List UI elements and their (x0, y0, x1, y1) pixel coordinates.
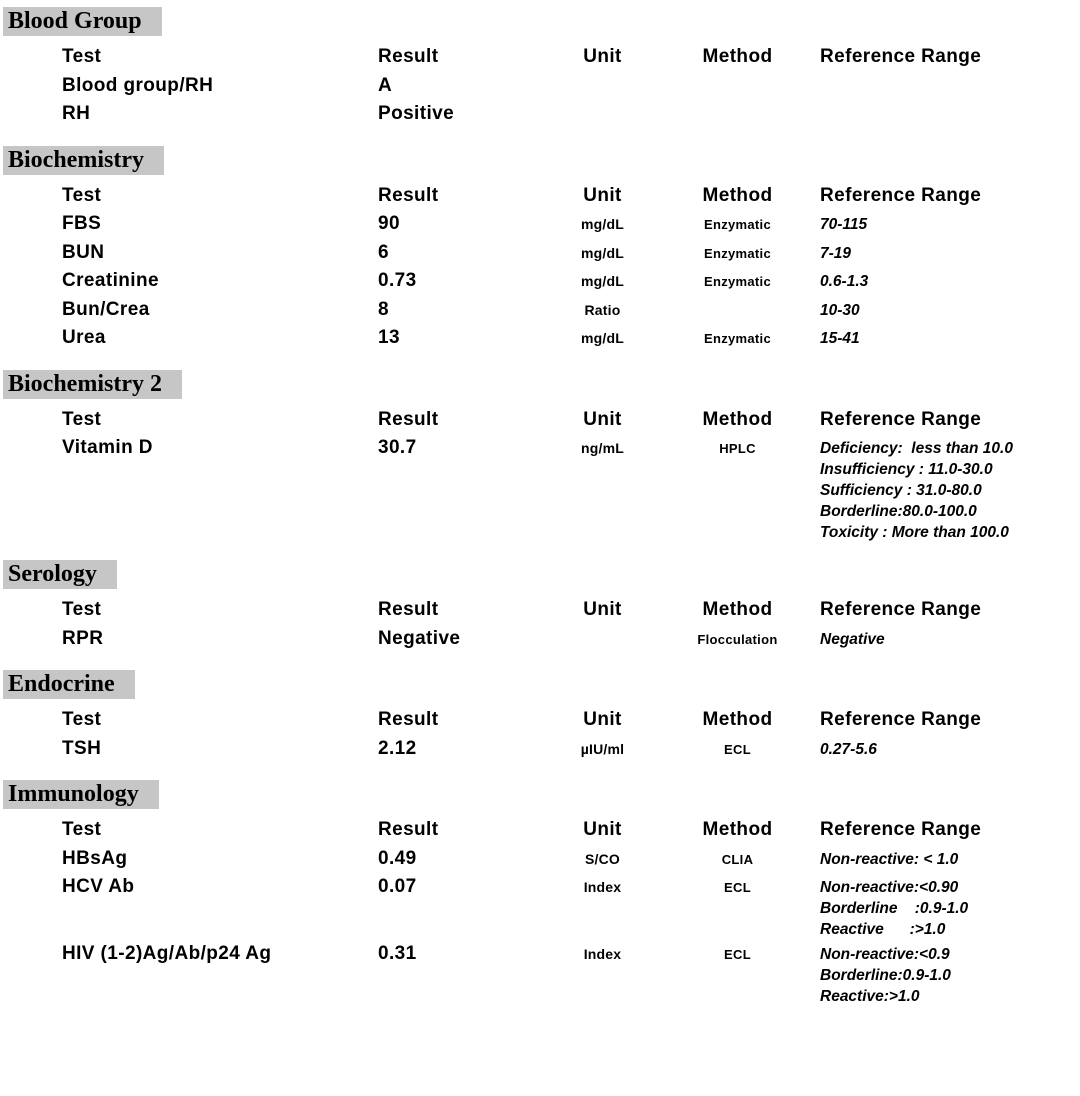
report-section (0, 780, 1080, 1007)
section-table (0, 182, 1080, 353)
test-reference-range (815, 877, 1080, 940)
test-name: Vitamin D (62, 437, 153, 458)
reference-line: 0.27-5.6 (820, 740, 877, 758)
reference-line: Reactive:>1.0 (820, 988, 920, 1005)
test-name: Bun/Crea (62, 298, 150, 320)
col-header-test: Test (62, 46, 102, 67)
test-result-value: 8 (378, 298, 389, 320)
test-name: FBS (62, 213, 102, 234)
test-name: RH (62, 103, 91, 124)
col-header-result: Result (378, 184, 439, 206)
col-header-method: Method (702, 408, 773, 430)
col-header-result: Result (378, 599, 439, 620)
test-reference-range (815, 849, 1080, 870)
test-reference-range (815, 243, 1080, 264)
col-header-unit: Unit (583, 819, 622, 840)
col-header-result: Result (378, 46, 439, 67)
test-reference-range (815, 438, 1080, 543)
col-header-unit: Unit (583, 184, 622, 206)
section-title: Blood Group (3, 7, 162, 36)
table-header-row (0, 816, 1080, 845)
reference-line: 15-41 (820, 330, 860, 347)
reference-line: Borderline :0.9-1.0 (820, 900, 969, 917)
test-row (0, 434, 1080, 543)
test-unit: mg/dL (581, 244, 624, 261)
section-table (0, 706, 1080, 763)
col-header-unit: Unit (583, 408, 622, 430)
section-table (0, 43, 1080, 129)
reference-line: Insufficiency : 11.0-30.0 (820, 461, 993, 478)
test-method: ECL (724, 741, 751, 757)
test-result-value: Negative (378, 627, 461, 649)
test-name: HIV (1-2)Ag/Ab/p24 Ag (62, 943, 272, 964)
table-header-row (0, 596, 1080, 625)
col-header-result: Result (378, 408, 439, 430)
test-result-value: 0.07 (378, 876, 417, 897)
reference-line: Non-reactive: < 1.0 (820, 850, 959, 868)
section-table (0, 596, 1080, 653)
test-row (0, 239, 1080, 268)
table-header-row (0, 43, 1080, 72)
reference-line: Borderline:80.0-100.0 (820, 503, 977, 520)
test-reference-range (815, 739, 1080, 760)
reference-line: Negative (820, 630, 885, 648)
test-method: Enzymatic (703, 245, 771, 261)
test-method: Enzymatic (703, 217, 771, 232)
test-reference-range (815, 214, 1080, 235)
test-row (0, 940, 1080, 1007)
test-method: CLIA (721, 851, 754, 867)
test-name: HCV Ab (62, 876, 135, 897)
col-header-test: Test (62, 408, 102, 430)
col-header-reference: Reference Range (820, 819, 982, 840)
test-unit: Index (583, 879, 622, 895)
table-header-row (0, 406, 1080, 435)
col-header-unit: Unit (583, 599, 622, 620)
section-title: Biochemistry (3, 146, 164, 175)
test-reference-range (815, 944, 1080, 1007)
reference-line: 10-30 (820, 301, 860, 319)
reference-line: Non-reactive:<0.90 (820, 879, 959, 896)
table-header-row (0, 706, 1080, 735)
col-header-method: Method (702, 819, 773, 840)
col-header-reference: Reference Range (820, 408, 982, 430)
test-method: Enzymatic (703, 331, 771, 346)
test-name: Urea (62, 327, 106, 348)
col-header-reference: Reference Range (820, 46, 982, 67)
reference-line: 70-115 (820, 216, 868, 233)
col-header-test: Test (62, 819, 102, 840)
section-title: Serology (3, 560, 117, 589)
test-name: HBsAg (62, 847, 128, 869)
test-method: HPLC (719, 441, 756, 456)
reference-line: Reactive :>1.0 (820, 921, 946, 938)
test-method: ECL (724, 880, 751, 895)
test-unit: Ratio (584, 301, 621, 318)
test-unit: mg/dL (581, 273, 624, 289)
test-result-value: 0.49 (378, 847, 417, 869)
test-unit: µIU/ml (580, 740, 625, 757)
test-row (0, 72, 1080, 101)
test-row (0, 845, 1080, 874)
report-section (0, 7, 1080, 129)
test-unit: ng/mL (581, 440, 624, 456)
col-header-result: Result (378, 819, 439, 840)
test-name: RPR (62, 627, 104, 649)
test-method: ECL (724, 947, 751, 962)
col-header-test: Test (62, 184, 102, 206)
test-method: Flocculation (697, 631, 778, 647)
test-reference-range (815, 300, 1080, 321)
test-reference-range (815, 271, 1080, 292)
test-result-value: 0.31 (378, 943, 417, 964)
section-title: Biochemistry 2 (3, 370, 182, 399)
test-name: Blood group/RH (62, 74, 214, 96)
col-header-result: Result (378, 709, 439, 730)
test-result-value: A (378, 74, 393, 96)
reference-line: Borderline:0.9-1.0 (820, 967, 951, 984)
report-section (0, 146, 1080, 353)
col-header-method: Method (702, 599, 773, 620)
test-reference-range (815, 629, 1080, 650)
section-table (0, 816, 1080, 1007)
report-section (0, 670, 1080, 763)
test-name: BUN (62, 241, 105, 263)
test-row (0, 625, 1080, 654)
test-result-value: 6 (378, 241, 389, 263)
test-name: TSH (62, 737, 102, 759)
test-unit: mg/dL (581, 330, 624, 346)
test-result-value: 90 (378, 213, 400, 234)
test-result-value: 13 (378, 327, 400, 348)
col-header-method: Method (702, 46, 773, 67)
col-header-method: Method (702, 709, 773, 730)
test-result-value: Positive (378, 103, 455, 124)
test-row (0, 735, 1080, 764)
section-title: Immunology (3, 780, 159, 809)
reference-line: 0.6-1.3 (820, 273, 869, 290)
col-header-unit: Unit (583, 709, 622, 730)
test-row (0, 873, 1080, 940)
test-method: Enzymatic (703, 274, 771, 289)
col-header-reference: Reference Range (820, 599, 982, 620)
test-row (0, 100, 1080, 129)
col-header-reference: Reference Range (820, 709, 982, 730)
reference-line: Sufficiency : 31.0-80.0 (820, 482, 982, 499)
test-result-value: 2.12 (378, 737, 417, 759)
col-header-reference: Reference Range (820, 184, 982, 206)
test-row (0, 267, 1080, 296)
report-section (0, 370, 1080, 544)
test-unit: mg/dL (581, 216, 624, 232)
section-table (0, 406, 1080, 544)
col-header-method: Method (702, 184, 773, 206)
table-header-row (0, 182, 1080, 211)
test-name: Creatinine (62, 270, 159, 291)
test-row (0, 296, 1080, 325)
test-reference-range (815, 328, 1080, 349)
test-row (0, 324, 1080, 353)
test-result-value: 30.7 (378, 437, 417, 458)
reference-line: Non-reactive:<0.9 (820, 946, 950, 963)
reference-line: Toxicity : More than 100.0 (820, 524, 1009, 541)
reference-line: 7-19 (820, 244, 852, 262)
col-header-test: Test (62, 599, 102, 620)
section-title: Endocrine (3, 670, 135, 699)
col-header-test: Test (62, 709, 102, 730)
report-section (0, 560, 1080, 653)
reference-line: Deficiency: less than 10.0 (820, 440, 1013, 457)
test-unit: S/CO (584, 850, 621, 867)
test-row (0, 210, 1080, 239)
col-header-unit: Unit (583, 46, 622, 67)
test-unit: Index (583, 946, 622, 962)
test-result-value: 0.73 (378, 270, 417, 291)
